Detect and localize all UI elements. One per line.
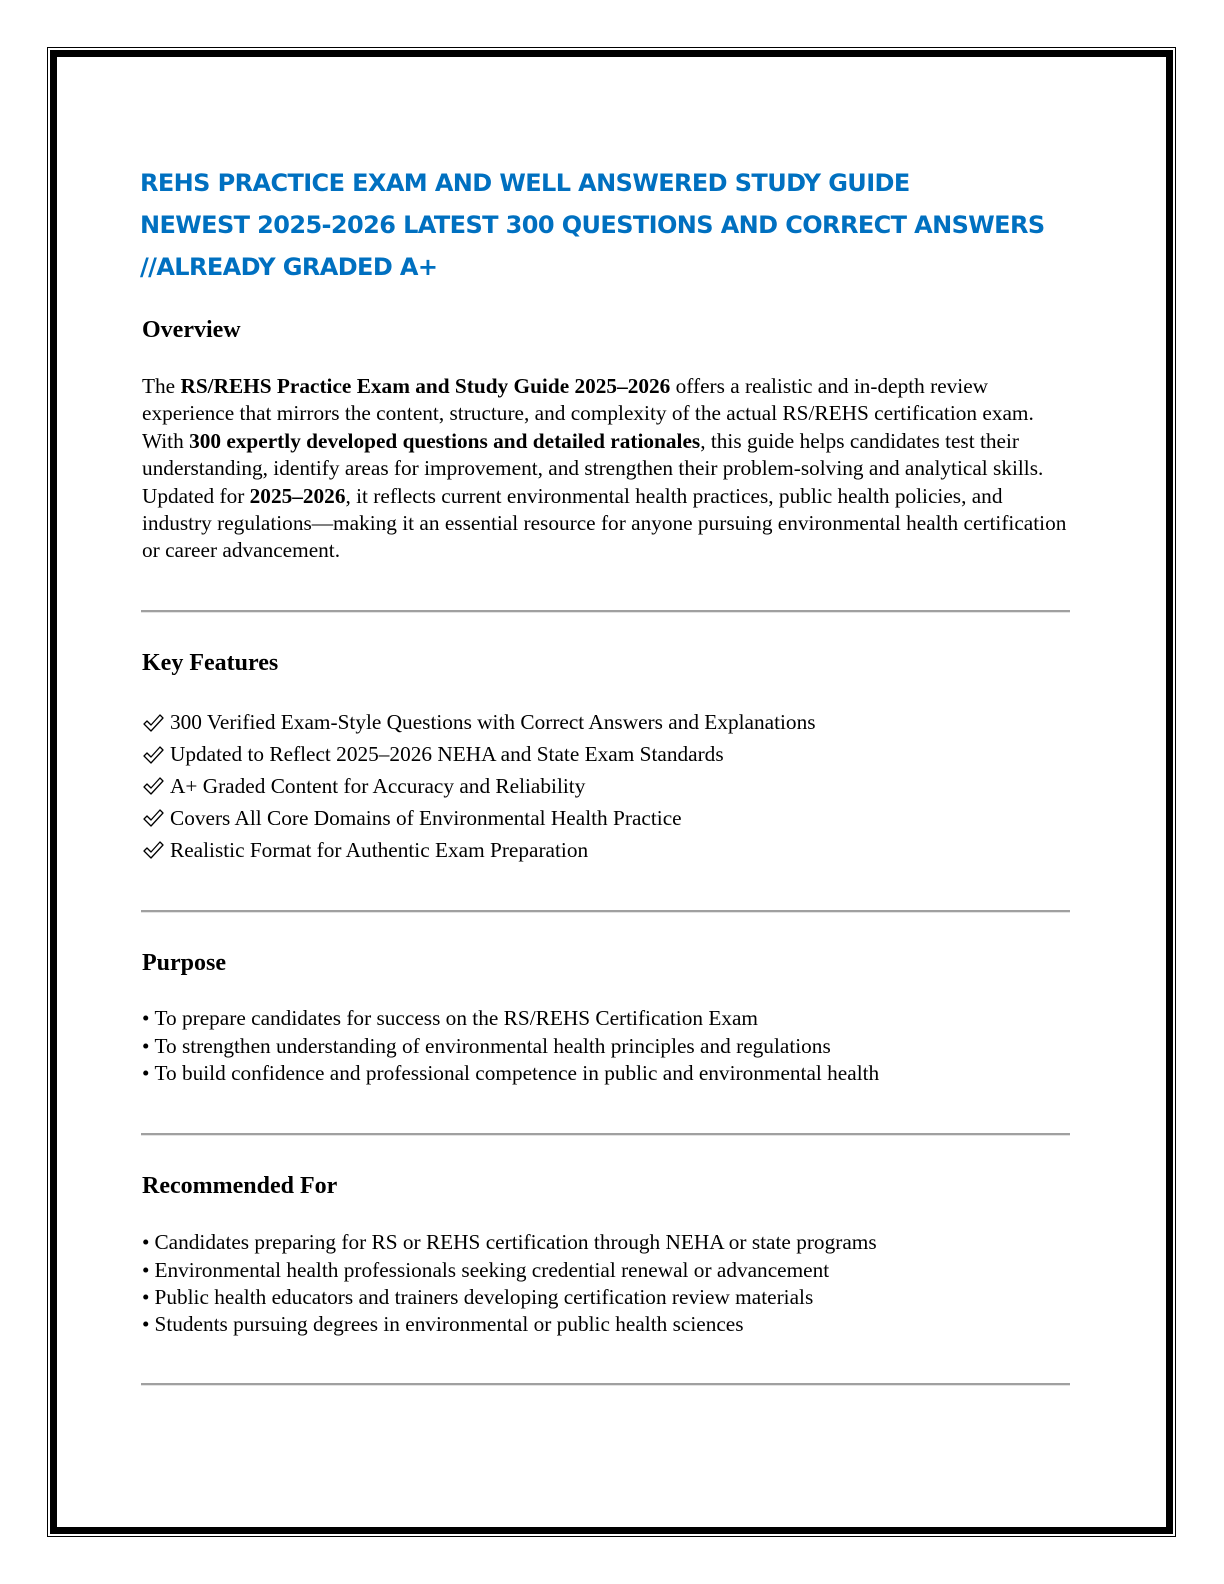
section-divider — [141, 910, 1070, 913]
key-features-list — [142, 707, 816, 866]
recommended-item — [142, 1284, 877, 1311]
purpose-text: To prepare candidates for success on the RS/REHS Certification Exam — [154, 1006, 758, 1031]
purpose-text: To build confidence and professional competence in public and environmental health — [154, 1060, 880, 1085]
overview-segment: , this guide helps candidates test their understanding, identify areas for improvement, and strengthen their problem-solving and analytical skills. Updated for — [142, 428, 1044, 508]
overview-paragraph — [142, 373, 1072, 565]
check-outline-icon — [142, 776, 164, 796]
document-title — [140, 162, 1100, 288]
recommended-text: Public health educators and trainers developing certification review materials — [154, 1284, 814, 1309]
overview-heading: Overview — [142, 317, 241, 343]
key-feature-text: Covers All Core Domains of Environmental Health Practice — [170, 805, 682, 830]
recommended-text: Candidates preparing for RS or REHS certification through NEHA or state programs — [154, 1230, 877, 1255]
key-features-heading: Key Features — [142, 650, 279, 676]
key-feature-text: Realistic Format for Authentic Exam Preparation — [170, 837, 589, 862]
key-feature-item — [142, 707, 816, 739]
key-feature-item — [142, 739, 816, 771]
overview-segment: The — [142, 374, 181, 398]
purpose-heading: Purpose — [142, 950, 226, 976]
purpose-item — [142, 1005, 879, 1032]
overview-segment: offers a realistic and in-depth review experience that mirrors the content, structure, and complexity of the actual RS/REHS certification exam. With — [142, 374, 1034, 453]
check-outline-icon — [142, 713, 164, 733]
section-divider — [141, 1133, 1070, 1136]
check-outline-icon — [142, 808, 164, 828]
bullet-icon: • — [142, 1060, 150, 1085]
recommended-for-list — [142, 1229, 877, 1339]
overview-segment: , it reflects current environmental health practices, public health policies, and industry regulations—making it an essential resource for anyone pursuing environmental health certification or career advancement. — [142, 483, 1067, 563]
purpose-item — [142, 1060, 879, 1087]
purpose-list — [142, 1005, 879, 1087]
recommended-item — [142, 1229, 877, 1256]
check-outline-icon — [142, 840, 164, 860]
recommended-for-heading: Recommended For — [142, 1173, 338, 1199]
recommended-item — [142, 1256, 877, 1283]
bullet-icon: • — [142, 1033, 150, 1058]
key-feature-item — [142, 771, 816, 803]
bullet-icon: • — [142, 1257, 150, 1282]
bullet-icon: • — [142, 1230, 150, 1255]
purpose-text: To strengthen understanding of environmental health principles and regulations — [154, 1033, 831, 1058]
title-line-1: REHS PRACTICE EXAM AND WELL ANSWERED STUDY GUIDE — [140, 169, 910, 197]
overview-segment-bold: RS/REHS Practice Exam and Study Guide 2025–2026 — [180, 374, 671, 398]
overview-segment-bold: 2025–2026 — [249, 483, 346, 508]
section-divider — [141, 1383, 1070, 1386]
key-feature-item — [142, 834, 816, 866]
bullet-icon: • — [142, 1284, 150, 1309]
overview-segment-bold: 300 expertly developed questions and detailed rationales — [189, 428, 701, 453]
title-line-3: //ALREADY GRADED A+ — [140, 253, 438, 281]
bullet-icon: • — [142, 1006, 150, 1031]
key-feature-text: A+ Graded Content for Accuracy and Reliability — [170, 773, 586, 798]
key-feature-text: 300 Verified Exam-Style Questions with Correct Answers and Explanations — [170, 710, 816, 735]
key-feature-item — [142, 802, 816, 834]
key-feature-text: Updated to Reflect 2025–2026 NEHA and State Exam Standards — [170, 742, 724, 767]
bullet-icon: • — [142, 1312, 150, 1337]
title-line-2: NEWEST 2025-2026 LATEST 300 QUESTIONS AND CORRECT ANSWERS — [140, 211, 1045, 239]
section-divider — [141, 610, 1070, 613]
purpose-item — [142, 1032, 879, 1059]
recommended-text: Environmental health professionals seeking credential renewal or advancement — [154, 1257, 830, 1282]
recommended-text: Students pursuing degrees in environmental or public health sciences — [154, 1312, 744, 1337]
recommended-item — [142, 1311, 877, 1338]
check-outline-icon — [142, 745, 164, 765]
